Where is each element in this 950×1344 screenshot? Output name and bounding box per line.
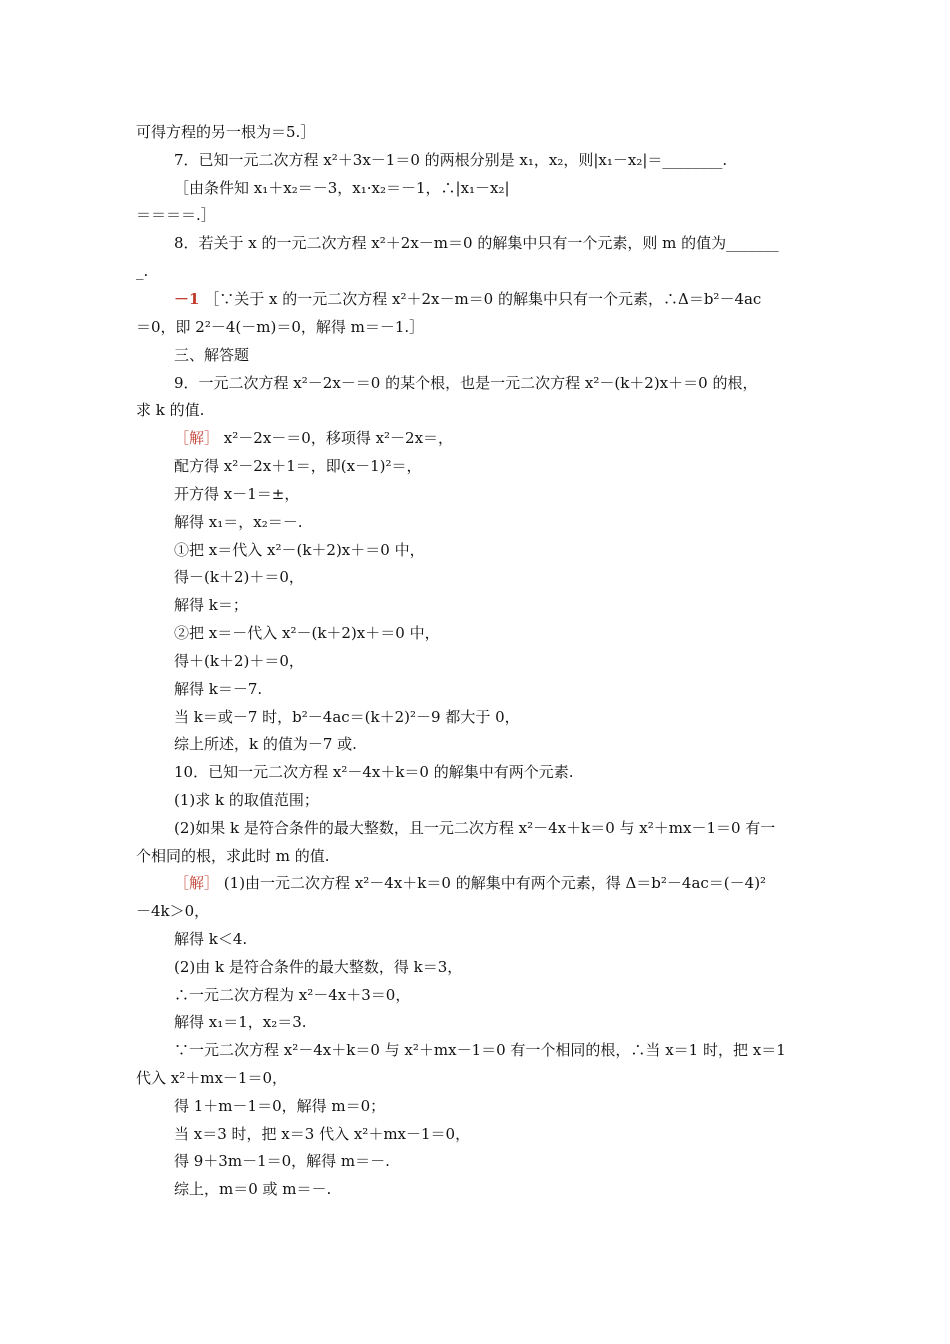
text-line: ∴一元二次方程为 x²－4x＋3＝0， xyxy=(174,986,411,1004)
answer-value: －1 xyxy=(174,290,200,308)
text-line: ［由条件知 x₁＋x₂＝－3，x₁·x₂＝－1，∴|x₁－x₂| xyxy=(174,179,510,197)
text-line: 解得 k＜4. xyxy=(174,930,248,948)
text-line: 个相同的根，求此时 m 的值. xyxy=(136,847,330,865)
text-line: (2)由 k 是符合条件的最大整数，得 k＝3， xyxy=(174,958,463,976)
solution-tag: ［解］ xyxy=(174,874,220,892)
text-line: 解得 x₁＝，x₂＝－. xyxy=(174,513,303,531)
text-line: 得 1＋m－1＝0，解得 m＝0； xyxy=(174,1097,386,1115)
text-line: _. xyxy=(136,262,149,280)
text-line: 综上，m＝0 或 m＝－. xyxy=(174,1180,332,1198)
text-line: ∵一元二次方程 x²－4x＋k＝0 与 x²＋mx－1＝0 有一个相同的根，∴当 x＝1 时，把 x＝1 xyxy=(174,1041,786,1059)
text-line: 代入 x²＋mx－1＝0， xyxy=(136,1069,288,1087)
text-line: ①把 x＝代入 x²－(k＋2)x＋＝0 中， xyxy=(174,541,425,559)
text-line: ［∵关于 x 的一元二次方程 x²＋2x－m＝0 的解集中只有一个元素，∴Δ＝b²－4ac xyxy=(204,290,762,308)
text-line: 求 k 的值. xyxy=(136,401,205,419)
question-10: 10．已知一元二次方程 x²－4x＋k＝0 的解集中有两个元素. xyxy=(174,763,574,781)
solution-tag: ［解］ xyxy=(174,429,220,447)
text-line: (2)如果 k 是符合条件的最大整数，且一元二次方程 x²－4x＋k＝0 与 x²＋mx－1＝0 有一 xyxy=(174,819,776,837)
section-heading: 三、解答题 xyxy=(174,346,250,364)
text-line: ②把 x＝－代入 x²－(k＋2)x＋＝0 中， xyxy=(174,624,440,642)
text-line: ＝0，即 2²－4(－m)＝0，解得 m＝－1.］ xyxy=(136,318,425,336)
text-line: 得 9＋3m－1＝0，解得 m＝－. xyxy=(174,1152,390,1170)
text-line: x²－2x－＝0，移项得 x²－2x＝， xyxy=(223,429,454,447)
text-line: 当 x＝3 时，把 x＝3 代入 x²＋mx－1＝0， xyxy=(174,1125,471,1143)
answer-line-q8 xyxy=(174,289,761,309)
text-line: (1)由一元二次方程 x²－4x＋k＝0 的解集中有两个元素，得 Δ＝b²－4ac＝(－4)² xyxy=(223,874,767,892)
question-7: 7．已知一元二次方程 x²＋3x－1＝0 的两根分别是 x₁，x₂，则|x₁－x₂|＝________. xyxy=(174,151,728,169)
text-line: 当 k＝或－7 时，b²－4ac＝(k＋2)²－9 都大于 0， xyxy=(174,708,520,726)
text-line: 可得方程的另一根为＝5.］ xyxy=(136,123,316,141)
text-line: －4k＞0， xyxy=(136,902,210,920)
solution-line xyxy=(174,873,766,893)
text-line: ＝＝＝＝.］ xyxy=(136,206,216,224)
text-line: 配方得 x²－2x＋1＝，即(x－1)²＝， xyxy=(174,457,422,475)
question-9: 9．一元二次方程 x²－2x－＝0 的某个根，也是一元二次方程 x²－(k＋2)x＋＝0 的根， xyxy=(174,374,758,392)
text-line: 得＋(k＋2)＋＝0， xyxy=(174,652,304,670)
text-line: 综上所述，k 的值为－7 或. xyxy=(174,735,357,753)
solution-line xyxy=(174,428,453,448)
text-line: (1)求 k 的取值范围； xyxy=(174,791,319,809)
text-line: 开方得 x－1＝±， xyxy=(174,485,300,503)
text-line: 得－(k＋2)＋＝0， xyxy=(174,568,304,586)
text-line: 解得 k＝－7. xyxy=(174,680,263,698)
question-8: 8．若关于 x 的一元二次方程 x²＋2x－m＝0 的解集中只有一个元素，则 m 的值为_______ xyxy=(174,234,779,252)
text-line: 解得 k＝； xyxy=(174,596,248,614)
text-line: 解得 x₁＝1，x₂＝3. xyxy=(174,1013,307,1031)
